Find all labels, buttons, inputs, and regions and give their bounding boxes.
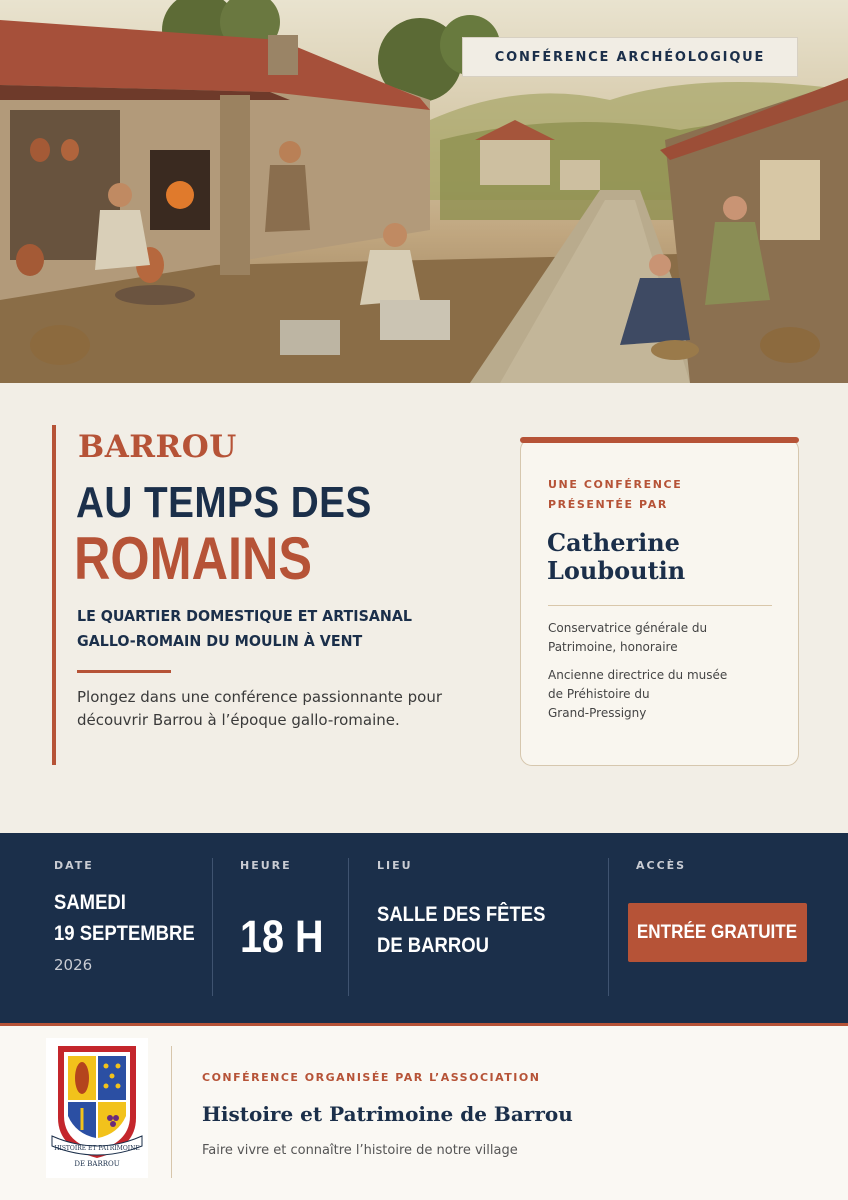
date-month: 19 SEPTEMBRE (54, 922, 195, 945)
association-name: Histoire et Patrimoine de Barrou (202, 1102, 573, 1126)
organizer-kicker: CONFÉRENCE ORGANISÉE PAR L’ASSOCIATION (202, 1071, 541, 1084)
intro-text: Plongez dans une conférence passionnante pour découvrir Barrou à l’époque gallo-romaine. (77, 688, 443, 729)
speaker-card (520, 438, 799, 766)
speaker-kicker-line-1: UNE CONFÉRENCE (548, 478, 683, 491)
speaker-role-1-line-1: Conservatrice générale du (548, 621, 708, 635)
logo-text-line-2: DE BARROU (74, 1160, 120, 1168)
place-line-1: SALLE DES FÊTES (377, 903, 546, 926)
place-line-2: DE BARROU (377, 934, 489, 957)
date-year: 2026 (54, 956, 93, 974)
date-value (54, 887, 195, 949)
speaker-card-accent (520, 437, 799, 443)
info-separator (608, 858, 609, 996)
speaker-first-name: Catherine (547, 528, 680, 557)
speaker-last-name: Louboutin (547, 556, 686, 585)
date-label: DATE (54, 859, 94, 872)
speaker-role-1 (548, 619, 778, 657)
coat-of-arms-icon (46, 1038, 148, 1178)
speaker-name (547, 529, 685, 585)
association-tagline: Faire vivre et connaître l’histoire de notre village (202, 1143, 518, 1158)
association-logo (46, 1038, 148, 1178)
speaker-divider (548, 605, 772, 606)
speaker-role-2-line-2: de Préhistoire du (548, 687, 650, 701)
hero-illustration (0, 0, 848, 383)
title-place: BARROU (78, 429, 237, 465)
title-line-1: AU TEMPS DES (76, 478, 372, 527)
free-entry-button[interactable] (628, 903, 807, 962)
event-info-band (0, 833, 848, 1023)
free-entry-label: ENTRÉE GRATUITE (637, 921, 798, 943)
footer (0, 1026, 848, 1200)
subtitle-line-2: GALLO-ROMAIN DU MOULIN À VENT (77, 632, 363, 650)
access-label: ACCÈS (636, 859, 687, 872)
subtitle (77, 604, 445, 654)
logo-text-line-1: HISTOIRE ET PATRIMOINE (54, 1145, 140, 1152)
speaker-kicker-line-2: PRÉSENTÉE PAR (548, 498, 668, 511)
info-separator (348, 858, 349, 996)
place-label: LIEU (377, 859, 413, 872)
event-type-tag: CONFÉRENCE ARCHÉOLOGIQUE (462, 37, 798, 77)
subtitle-line-1: LE QUARTIER DOMESTIQUE ET ARTISANAL (77, 607, 412, 625)
title-line-2: ROMAINS (74, 525, 313, 592)
speaker-role-2 (548, 666, 778, 723)
speaker-role-2-line-1: Ancienne directrice du musée (548, 668, 728, 682)
subtitle-divider (77, 670, 171, 673)
place-value (377, 899, 545, 961)
footer-separator (171, 1046, 172, 1178)
time-value: 18 H (240, 911, 324, 962)
speaker-role-1-line-2: Patrimoine, honoraire (548, 640, 678, 654)
info-separator (212, 858, 213, 996)
speaker-role-2-line-3: Grand-Pressigny (548, 706, 647, 720)
title-accent-bar (52, 425, 56, 765)
time-label: HEURE (240, 859, 292, 872)
speaker-kicker (548, 475, 682, 515)
main-section (0, 383, 848, 833)
date-day: SAMEDI (54, 891, 126, 914)
